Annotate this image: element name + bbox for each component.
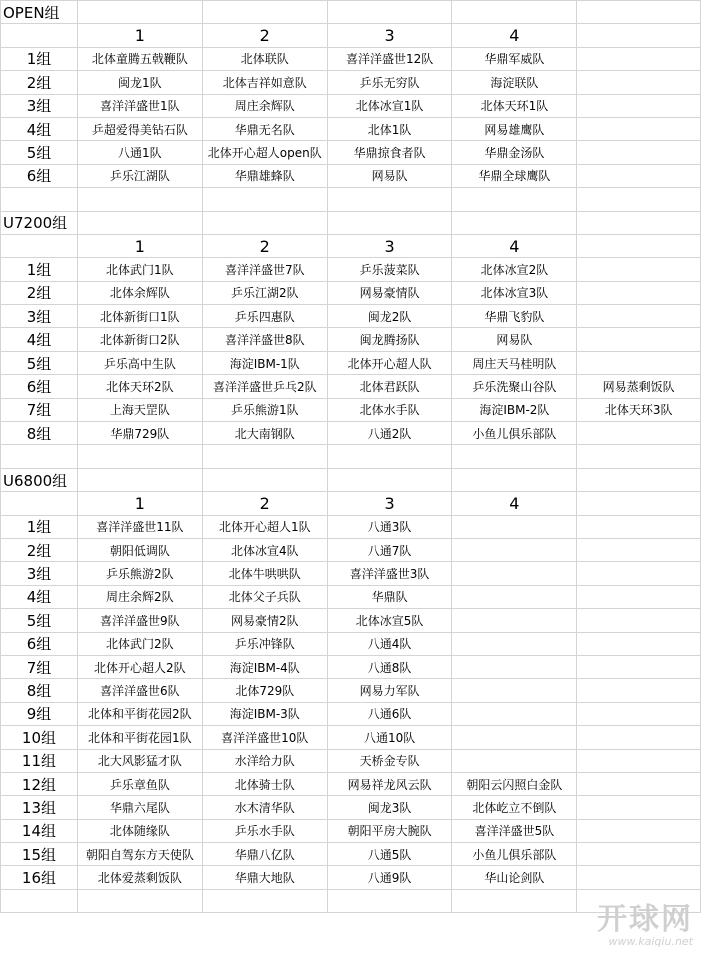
team-cell[interactable] [577, 866, 701, 889]
table-row [1, 281, 701, 304]
empty-cell[interactable] [577, 211, 701, 234]
empty-cell[interactable] [577, 889, 701, 912]
team-cell[interactable]: 华鼎飞豹队 [452, 305, 577, 328]
group-label[interactable]: 2组 [1, 281, 78, 304]
team-cell[interactable]: 小鱼儿俱乐部队 [452, 422, 577, 445]
group-label[interactable]: 6组 [1, 375, 78, 398]
group-label[interactable]: 4组 [1, 328, 78, 351]
table-row [1, 749, 701, 772]
team-cell[interactable] [452, 655, 577, 678]
group-label[interactable]: 5组 [1, 609, 78, 632]
team-cell[interactable]: 喜洋洋盛世1队 [77, 94, 202, 117]
empty-cell[interactable] [327, 468, 452, 491]
team-cell[interactable]: 小鱼儿俱乐部队 [452, 843, 577, 866]
empty-cell[interactable] [1, 445, 78, 468]
team-cell[interactable]: 八通8队 [327, 655, 452, 678]
team-cell[interactable] [452, 632, 577, 655]
team-cell[interactable] [577, 819, 701, 842]
team-cell[interactable]: 北体开心超人1队 [202, 515, 327, 538]
group-label[interactable]: 14组 [1, 819, 78, 842]
team-cell[interactable]: 乒超爱得美钻石队 [77, 117, 202, 140]
team-cell[interactable]: 北体爱蒸剩饭队 [77, 866, 202, 889]
team-cell[interactable] [452, 702, 577, 725]
empty-cell[interactable] [452, 889, 577, 912]
column-header[interactable]: 1 [77, 234, 202, 257]
table-row [1, 375, 701, 398]
table-row [1, 702, 701, 725]
team-cell[interactable] [577, 515, 701, 538]
team-cell[interactable]: 北体新街口2队 [77, 328, 202, 351]
section-title[interactable]: OPEN组 [1, 1, 78, 24]
team-cell[interactable]: 八通6队 [327, 702, 452, 725]
team-cell[interactable] [452, 679, 577, 702]
table-row [1, 772, 701, 795]
team-cell[interactable]: 北体童腾五戟鞭队 [77, 47, 202, 70]
group-label[interactable]: 11组 [1, 749, 78, 772]
group-label[interactable]: 3组 [1, 94, 78, 117]
empty-row [1, 188, 701, 211]
empty-cell[interactable] [77, 1, 202, 24]
team-cell[interactable] [577, 538, 701, 561]
team-cell[interactable]: 北体随缘队 [77, 819, 202, 842]
team-cell[interactable]: 海淀IBM-1队 [202, 351, 327, 374]
column-header[interactable]: 3 [327, 234, 452, 257]
group-label[interactable]: 1组 [1, 515, 78, 538]
team-cell[interactable]: 喜洋洋盛世7队 [202, 258, 327, 281]
empty-cell[interactable] [327, 889, 452, 912]
table-row [1, 141, 701, 164]
empty-cell[interactable] [202, 889, 327, 912]
team-cell[interactable]: 周庄天马桂明队 [452, 351, 577, 374]
header-row [1, 24, 701, 47]
column-header[interactable]: 3 [327, 24, 452, 47]
table-row [1, 866, 701, 889]
empty-cell[interactable] [327, 188, 452, 211]
team-cell[interactable] [577, 164, 701, 187]
group-label[interactable]: 2组 [1, 538, 78, 561]
empty-cell[interactable] [577, 24, 701, 47]
team-cell[interactable] [452, 749, 577, 772]
team-cell[interactable] [452, 609, 577, 632]
team-cell[interactable] [577, 71, 701, 94]
table-row [1, 398, 701, 421]
column-header[interactable]: 4 [452, 234, 577, 257]
team-cell[interactable]: 天桥金专队 [327, 749, 452, 772]
team-cell[interactable]: 朝阳云闪照白金队 [452, 772, 577, 795]
empty-cell[interactable] [327, 211, 452, 234]
team-cell[interactable]: 周庄余辉2队 [77, 585, 202, 608]
team-cell[interactable]: 上海天罡队 [77, 398, 202, 421]
team-cell[interactable]: 八通4队 [327, 632, 452, 655]
table-row [1, 562, 701, 585]
team-cell[interactable]: 北体冰宣2队 [452, 258, 577, 281]
team-cell[interactable]: 北体冰宣3队 [452, 281, 577, 304]
team-cell[interactable]: 北体骑士队 [202, 772, 327, 795]
team-cell[interactable]: 闽龙腾扬队 [327, 328, 452, 351]
team-cell[interactable] [577, 679, 701, 702]
team-cell[interactable]: 海淀联队 [452, 71, 577, 94]
group-label[interactable]: 1组 [1, 47, 78, 70]
team-cell[interactable]: 网易豪情队 [327, 281, 452, 304]
empty-cell[interactable] [77, 445, 202, 468]
group-label[interactable]: 1组 [1, 258, 78, 281]
team-cell[interactable]: 华鼎六尾队 [77, 796, 202, 819]
team-cell[interactable]: 北体天环2队 [77, 375, 202, 398]
group-label[interactable]: 15组 [1, 843, 78, 866]
team-cell[interactable] [577, 47, 701, 70]
empty-row [1, 889, 701, 912]
table-row [1, 796, 701, 819]
table-row [1, 258, 701, 281]
group-label[interactable]: 5组 [1, 351, 78, 374]
empty-cell[interactable] [77, 889, 202, 912]
team-cell[interactable]: 华鼎八亿队 [202, 843, 327, 866]
team-cell[interactable]: 北体联队 [202, 47, 327, 70]
group-label[interactable]: 2组 [1, 71, 78, 94]
team-cell[interactable]: 乒乐章鱼队 [77, 772, 202, 795]
team-cell[interactable]: 华鼎金汤队 [452, 141, 577, 164]
team-cell[interactable]: 朝阳平房大腕队 [327, 819, 452, 842]
team-cell[interactable] [577, 258, 701, 281]
team-cell[interactable]: 北体天环1队 [452, 94, 577, 117]
team-cell[interactable]: 乒乐菠菜队 [327, 258, 452, 281]
table-row [1, 585, 701, 608]
group-label[interactable]: 7组 [1, 398, 78, 421]
team-cell[interactable]: 北体开心超人open队 [202, 141, 327, 164]
team-cell[interactable]: 华鼎大地队 [202, 866, 327, 889]
group-label[interactable]: 10组 [1, 726, 78, 749]
header-row [1, 234, 701, 257]
table-row [1, 515, 701, 538]
section-title-row [1, 1, 701, 24]
team-cell[interactable] [577, 843, 701, 866]
empty-cell[interactable] [452, 468, 577, 491]
team-cell[interactable]: 朝阳低调队 [77, 538, 202, 561]
table-row [1, 819, 701, 842]
empty-cell[interactable] [77, 211, 202, 234]
empty-cell[interactable] [577, 1, 701, 24]
team-cell[interactable]: 北体冰宣4队 [202, 538, 327, 561]
team-cell[interactable]: 朝阳自驾东方天使队 [77, 843, 202, 866]
team-cell[interactable]: 水洋给力队 [202, 749, 327, 772]
team-cell[interactable]: 北体天环3队 [577, 398, 701, 421]
team-cell[interactable]: 北体君跃队 [327, 375, 452, 398]
empty-cell[interactable] [202, 188, 327, 211]
team-cell[interactable]: 北体余辉队 [77, 281, 202, 304]
team-cell[interactable]: 华鼎队 [327, 585, 452, 608]
empty-cell[interactable] [452, 188, 577, 211]
empty-cell[interactable] [1, 492, 78, 515]
empty-cell[interactable] [327, 445, 452, 468]
team-cell[interactable]: 水木清华队 [202, 796, 327, 819]
team-cell[interactable] [577, 726, 701, 749]
team-cell[interactable]: 喜洋洋盛世3队 [327, 562, 452, 585]
section-title[interactable]: U7200组 [1, 211, 78, 234]
watermark-url: www.kaiqiu.net [608, 935, 693, 948]
team-cell[interactable]: 乒乐熊游1队 [202, 398, 327, 421]
section-title-row [1, 468, 701, 491]
team-cell[interactable]: 乒乐江湖队 [77, 164, 202, 187]
table-row [1, 726, 701, 749]
team-cell[interactable]: 喜洋洋盛世5队 [452, 819, 577, 842]
table-row [1, 305, 701, 328]
team-cell[interactable] [452, 726, 577, 749]
column-header[interactable]: 2 [202, 24, 327, 47]
team-cell[interactable]: 北体屹立不倒队 [452, 796, 577, 819]
column-header[interactable]: 4 [452, 24, 577, 47]
empty-cell[interactable] [202, 211, 327, 234]
team-cell[interactable] [577, 351, 701, 374]
header-row [1, 492, 701, 515]
team-cell[interactable]: 华鼎掠食者队 [327, 141, 452, 164]
team-cell[interactable] [452, 515, 577, 538]
section-title[interactable]: U6800组 [1, 468, 78, 491]
team-cell[interactable]: 网易蒸剩饭队 [577, 375, 701, 398]
team-cell[interactable] [577, 655, 701, 678]
team-cell[interactable] [577, 328, 701, 351]
group-label[interactable]: 13组 [1, 796, 78, 819]
team-cell[interactable]: 北体吉祥如意队 [202, 71, 327, 94]
empty-cell[interactable] [452, 1, 577, 24]
table-row [1, 422, 701, 445]
group-label[interactable]: 6组 [1, 164, 78, 187]
team-cell[interactable]: 北体开心超人2队 [77, 655, 202, 678]
table-row [1, 47, 701, 70]
column-header[interactable]: 3 [327, 492, 452, 515]
group-label[interactable]: 12组 [1, 772, 78, 795]
team-cell[interactable]: 北体729队 [202, 679, 327, 702]
team-cell[interactable]: 网易队 [452, 328, 577, 351]
team-cell[interactable]: 乒乐水手队 [202, 819, 327, 842]
table-row [1, 843, 701, 866]
group-label[interactable]: 9组 [1, 702, 78, 725]
empty-cell[interactable] [577, 468, 701, 491]
team-cell[interactable]: 乒乐高中生队 [77, 351, 202, 374]
team-cell[interactable]: 乒乐冲锋队 [202, 632, 327, 655]
team-cell[interactable] [577, 281, 701, 304]
group-label[interactable]: 6组 [1, 632, 78, 655]
team-cell[interactable]: 北体冰宣1队 [327, 94, 452, 117]
team-cell[interactable]: 北大风影猛才队 [77, 749, 202, 772]
group-label[interactable]: 7组 [1, 655, 78, 678]
empty-cell[interactable] [202, 1, 327, 24]
team-cell[interactable]: 闽龙2队 [327, 305, 452, 328]
table-row [1, 94, 701, 117]
group-label[interactable]: 8组 [1, 422, 78, 445]
team-cell[interactable]: 闽龙3队 [327, 796, 452, 819]
team-cell[interactable]: 喜洋洋盛世8队 [202, 328, 327, 351]
team-cell[interactable]: 乒乐熊游2队 [77, 562, 202, 585]
column-header[interactable]: 1 [77, 24, 202, 47]
team-cell[interactable]: 北大南钢队 [202, 422, 327, 445]
group-label[interactable]: 4组 [1, 585, 78, 608]
team-cell[interactable] [577, 94, 701, 117]
section-title-row [1, 211, 701, 234]
group-label[interactable]: 3组 [1, 305, 78, 328]
team-cell[interactable]: 闽龙1队 [77, 71, 202, 94]
team-cell[interactable] [577, 609, 701, 632]
team-cell[interactable]: 周庄余辉队 [202, 94, 327, 117]
team-cell[interactable]: 网易豪情2队 [202, 609, 327, 632]
team-cell[interactable]: 华鼎全球鹰队 [452, 164, 577, 187]
team-cell[interactable]: 八通5队 [327, 843, 452, 866]
empty-cell[interactable] [452, 445, 577, 468]
column-header[interactable]: 2 [202, 492, 327, 515]
team-cell[interactable] [577, 772, 701, 795]
empty-cell[interactable] [577, 445, 701, 468]
empty-cell[interactable] [77, 468, 202, 491]
empty-row [1, 445, 701, 468]
team-cell[interactable]: 喜洋洋盛世12队 [327, 47, 452, 70]
team-cell[interactable]: 乒乐洗聚山谷队 [452, 375, 577, 398]
team-cell[interactable]: 华鼎无名队 [202, 117, 327, 140]
table-row [1, 609, 701, 632]
empty-cell[interactable] [577, 234, 701, 257]
team-cell[interactable]: 华鼎雄蜂队 [202, 164, 327, 187]
group-label[interactable]: 5组 [1, 141, 78, 164]
team-cell[interactable]: 八通9队 [327, 866, 452, 889]
group-label[interactable]: 3组 [1, 562, 78, 585]
team-cell[interactable] [577, 632, 701, 655]
team-cell[interactable]: 北体新街口1队 [77, 305, 202, 328]
group-label[interactable]: 16组 [1, 866, 78, 889]
team-cell[interactable]: 海淀IBM-2队 [452, 398, 577, 421]
team-cell[interactable]: 八通2队 [327, 422, 452, 445]
team-cell[interactable] [452, 562, 577, 585]
team-cell[interactable]: 八通10队 [327, 726, 452, 749]
empty-cell[interactable] [452, 211, 577, 234]
team-cell[interactable]: 北体和平街花园2队 [77, 702, 202, 725]
team-cell[interactable] [452, 538, 577, 561]
team-cell[interactable]: 喜洋洋盛世9队 [77, 609, 202, 632]
team-cell[interactable]: 华鼎军威队 [452, 47, 577, 70]
team-cell[interactable]: 乒乐无穷队 [327, 71, 452, 94]
team-cell[interactable] [577, 117, 701, 140]
team-cell[interactable]: 网易雄鹰队 [452, 117, 577, 140]
team-cell[interactable] [452, 585, 577, 608]
team-cell[interactable] [577, 422, 701, 445]
team-cell[interactable]: 华鼎729队 [77, 422, 202, 445]
table-row [1, 679, 701, 702]
team-cell[interactable] [577, 585, 701, 608]
team-cell[interactable]: 八通1队 [77, 141, 202, 164]
team-cell[interactable]: 喜洋洋盛世6队 [77, 679, 202, 702]
team-cell[interactable]: 海淀IBM-3队 [202, 702, 327, 725]
empty-cell[interactable] [1, 889, 78, 912]
team-cell[interactable] [577, 305, 701, 328]
team-cell[interactable]: 华山论剑队 [452, 866, 577, 889]
column-header[interactable]: 2 [202, 234, 327, 257]
team-cell[interactable]: 北体水手队 [327, 398, 452, 421]
team-cell[interactable]: 喜洋洋盛世10队 [202, 726, 327, 749]
table-row [1, 538, 701, 561]
empty-cell[interactable] [577, 492, 701, 515]
team-cell[interactable] [577, 141, 701, 164]
column-header[interactable]: 4 [452, 492, 577, 515]
table-row [1, 351, 701, 374]
team-cell[interactable]: 网易力军队 [327, 679, 452, 702]
team-cell[interactable] [577, 796, 701, 819]
empty-cell[interactable] [1, 234, 78, 257]
group-label[interactable]: 8组 [1, 679, 78, 702]
team-cell[interactable]: 网易祥龙风云队 [327, 772, 452, 795]
team-cell[interactable]: 北体1队 [327, 117, 452, 140]
team-cell[interactable]: 北体父子兵队 [202, 585, 327, 608]
empty-cell[interactable] [202, 468, 327, 491]
table-row [1, 117, 701, 140]
empty-cell[interactable] [1, 188, 78, 211]
team-cell[interactable] [577, 749, 701, 772]
team-cell[interactable]: 八通7队 [327, 538, 452, 561]
group-label[interactable]: 4组 [1, 117, 78, 140]
team-cell[interactable]: 网易队 [327, 164, 452, 187]
empty-cell[interactable] [77, 188, 202, 211]
team-cell[interactable]: 北体开心超人队 [327, 351, 452, 374]
watermark-logo: 开球网 [597, 902, 693, 937]
team-cell[interactable]: 喜洋洋盛世11队 [77, 515, 202, 538]
team-cell[interactable]: 北体和平街花园1队 [77, 726, 202, 749]
table-row [1, 632, 701, 655]
empty-cell[interactable] [202, 445, 327, 468]
team-cell[interactable]: 八通3队 [327, 515, 452, 538]
table-row [1, 164, 701, 187]
team-cell[interactable]: 乒乐江湖2队 [202, 281, 327, 304]
empty-cell[interactable] [327, 1, 452, 24]
team-cell[interactable]: 北体武门2队 [77, 632, 202, 655]
team-cell[interactable] [577, 702, 701, 725]
team-cell[interactable]: 喜洋洋盛世乒乓2队 [202, 375, 327, 398]
table-row [1, 328, 701, 351]
team-cell[interactable]: 北体冰宣5队 [327, 609, 452, 632]
table-row [1, 655, 701, 678]
team-cell[interactable] [577, 562, 701, 585]
column-header[interactable]: 1 [77, 492, 202, 515]
empty-cell[interactable] [1, 24, 78, 47]
team-cell[interactable]: 海淀IBM-4队 [202, 655, 327, 678]
empty-cell[interactable] [577, 188, 701, 211]
team-cell[interactable]: 北体武门1队 [77, 258, 202, 281]
team-cell[interactable]: 乒乐四惠队 [202, 305, 327, 328]
team-cell[interactable]: 北体牛哄哄队 [202, 562, 327, 585]
table-row [1, 71, 701, 94]
